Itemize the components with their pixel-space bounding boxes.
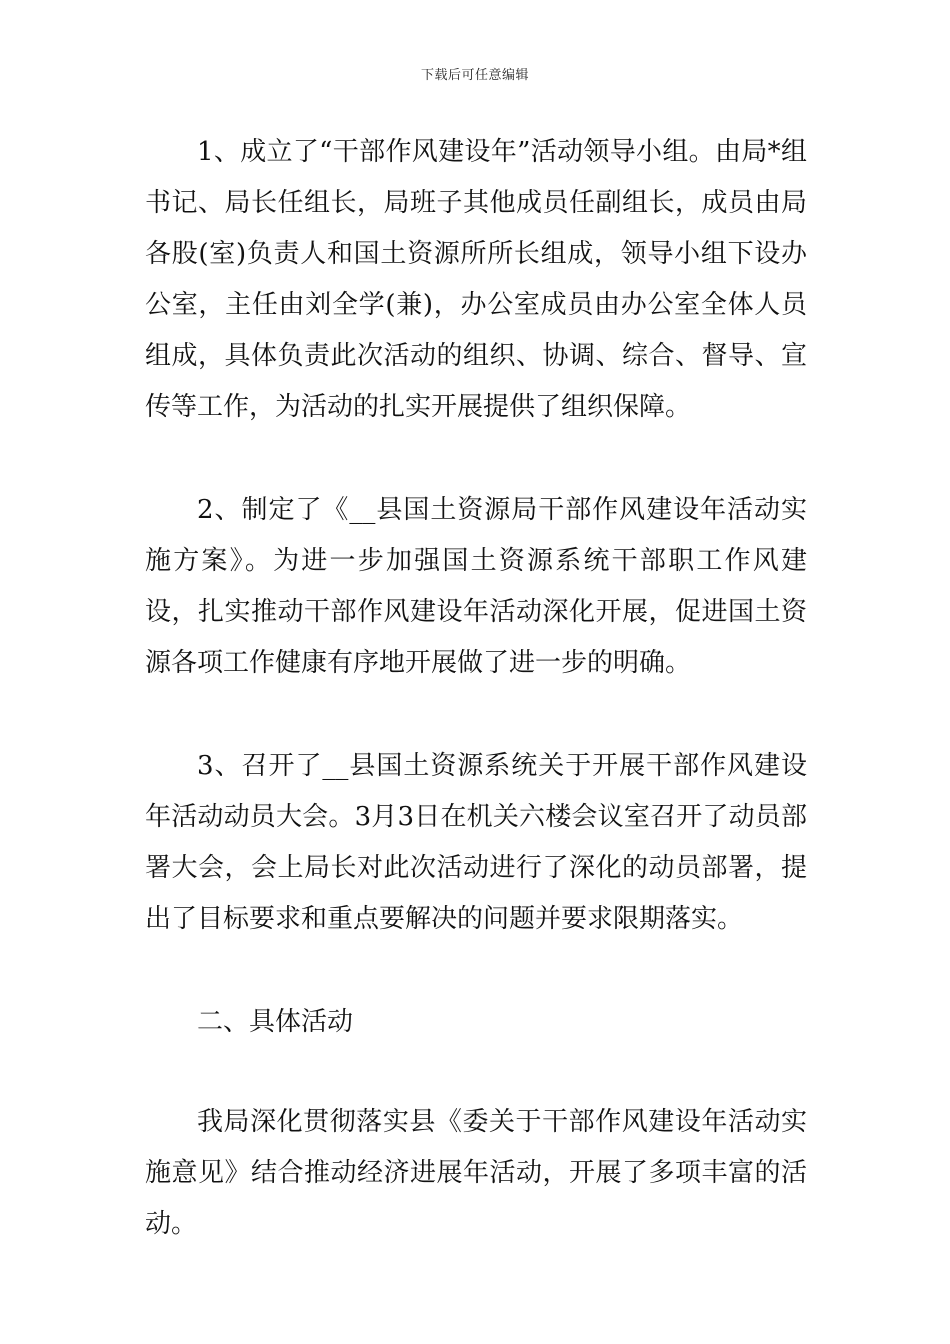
paragraph-2: 2、制定了《__县国土资源局干部作风建设年活动实施方案》。为进一步加强国土资源系统干部职工作风建设，扎实推动干部作风建设年活动深化开展，促进国土资源各项工作健康有序地开展做了进一步的明确。 [145, 495, 807, 678]
document-body [145, 127, 807, 1302]
section-heading: 二、具体活动 [197, 1007, 354, 1037]
paragraph-4: 我局深化贯彻落实县《委关于干部作风建设年活动实施意见》结合推动经济进展年活动，开展了多项丰富的活动。 [145, 1107, 807, 1239]
paragraph-3: 3、召开了__县国土资源系统关于开展干部作风建设年活动动员大会。3月3日在机关六楼会议室召开了动员部署大会，会上局长对此次活动进行了深化的动员部署，提出了目标要求和重点要解决的问题并要求限期落实。 [145, 751, 807, 934]
page-header-note: 下载后可任意编辑 [420, 68, 529, 83]
paragraph-1: 1、成立了“干部作风建设年”活动领导小组。由局*组书记、局长任组长，局班子其他成员任副组长，成员由局各股(室)负责人和国土资源所所长组成，领导小组下设办公室，主任由刘全学(兼)，办公室成员由办公室全体人员组成，具体负责此次活动的组织、协调、综合、督导、宣传等工作，为活动的扎实开展提供了组织保障。 [145, 137, 807, 422]
